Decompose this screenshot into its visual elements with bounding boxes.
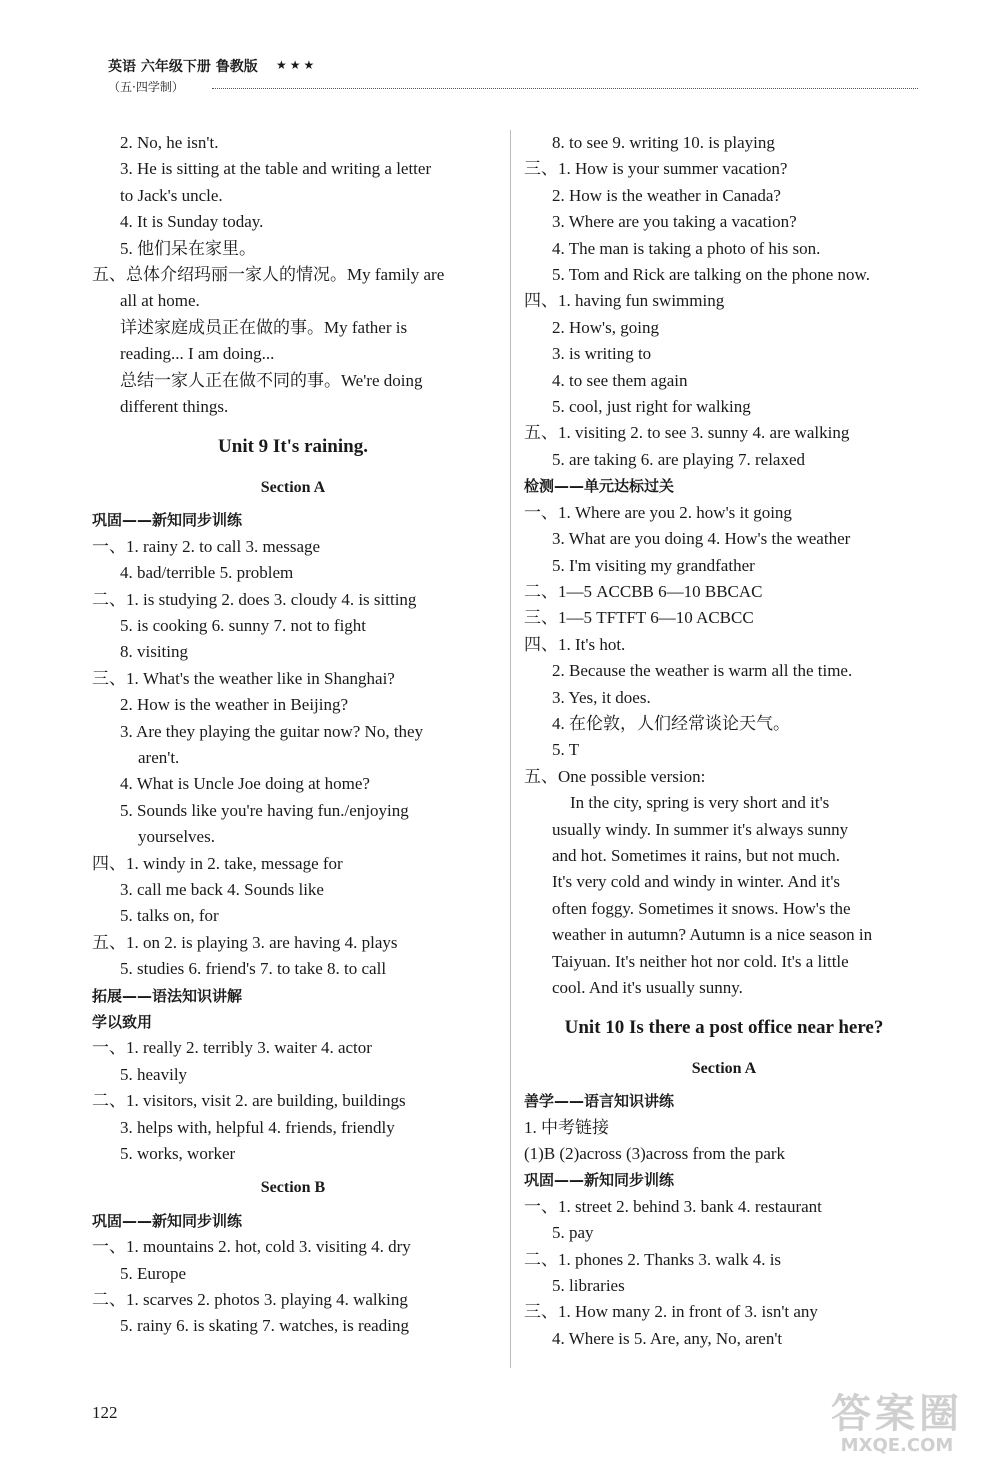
book-title: 英语 六年级下册 鲁教版 xyxy=(108,59,258,75)
right-column xyxy=(524,130,924,1352)
answer-line: 4. to see them again xyxy=(552,370,688,390)
answer-line: 一、1. really 2. terribly 3. waiter 4. actor xyxy=(92,1038,372,1058)
watermark-text: 答案圈 xyxy=(831,1391,963,1437)
answer-line: 一、1. mountains 2. hot, cold 3. visiting 4. dry xyxy=(92,1237,411,1257)
answer-line: cool. And it's usually sunny. xyxy=(552,978,743,997)
answer-line: 5. 他们呆在家里。 xyxy=(120,238,256,258)
answer-line: 3. Where are you taking a vacation? xyxy=(552,212,797,232)
exercise-label: 巩固——新知同步训练 xyxy=(92,511,243,530)
answer-line: 五、1. on 2. is playing 3. are having 4. plays xyxy=(92,932,398,952)
column-divider xyxy=(510,130,511,1368)
header-rule xyxy=(212,88,918,89)
answer-line: weather in autumn? Autumn is a nice season in xyxy=(552,925,873,945)
answer-line: 2. How is the weather in Canada? xyxy=(552,185,781,205)
unit-heading: Unit 10 Is there a post office near here? xyxy=(564,1017,884,1039)
answer-line: 二、1. is studying 2. does 3. cloudy 4. is sitting xyxy=(92,589,417,609)
answer-line: 1. 中考链接 xyxy=(524,1117,609,1137)
answer-line: 5. is cooking 6. sunny 7. not to fight xyxy=(120,615,367,635)
answer-line: 五、1. visiting 2. to see 3. sunny 4. are walking xyxy=(524,423,850,443)
answer-line: (1)B (2)across (3)across from the park xyxy=(524,1144,786,1164)
exercise-label: 巩固——新知同步训练 xyxy=(92,1211,243,1230)
answer-line: 一、1. street 2. behind 3. bank 4. restaurant xyxy=(524,1196,822,1216)
answer-line: 二、1. visitors, visit 2. are building, buildings xyxy=(92,1091,406,1111)
answer-line: 5. Tom and Rick are talking on the phone now. xyxy=(552,265,870,285)
answer-line: 二、1. phones 2. Thanks 3. walk 4. is xyxy=(524,1249,782,1269)
answer-line: and hot. Sometimes it rains, but not much. xyxy=(552,845,841,865)
answer-line: 3. Are they playing the guitar now? No, they xyxy=(120,721,424,741)
answer-line: often foggy. Sometimes it snows. How's the xyxy=(552,898,851,918)
answer-line: 8. to see 9. writing 10. is playing xyxy=(552,133,775,152)
answer-line: 二、1—5 ACCBB 6—10 BBCAC xyxy=(524,581,763,601)
answer-line: 五、One possible version: xyxy=(524,766,706,786)
answer-line: 5. works, worker xyxy=(120,1144,236,1164)
answer-line: 四、1. It's hot. xyxy=(524,634,626,654)
answer-line: 8. visiting xyxy=(120,642,189,662)
answer-line: to Jack's uncle. xyxy=(120,185,223,205)
answer-line: 五、总体介绍玛丽一家人的情况。My family are xyxy=(92,265,445,285)
answer-line: all at home. xyxy=(120,291,200,311)
exercise-label: 学以致用 xyxy=(92,1013,153,1031)
answer-line: 三、1—5 TFTFT 6—10 ACBCC xyxy=(524,608,754,628)
left-column xyxy=(92,130,494,1340)
answer-line: 5. studies 6. friend's 7. to take 8. to call xyxy=(120,959,387,979)
answer-line: 5. cool, just right for walking xyxy=(552,397,751,417)
answer-line: 4. Where is 5. Are, any, No, aren't xyxy=(552,1328,783,1348)
section-heading: Section A xyxy=(691,1059,757,1077)
section-heading: Section A xyxy=(260,478,326,496)
answer-line: 三、1. How many 2. in front of 3. isn't any xyxy=(524,1302,818,1322)
answer-line: 3. What are you doing 4. How's the weather xyxy=(552,529,851,549)
answer-line: In the city, spring is very short and it's xyxy=(570,793,830,813)
answer-line: 5. heavily xyxy=(120,1064,188,1084)
answer-line: 5. I'm visiting my grandfather xyxy=(552,555,755,575)
answer-line: 2. How's, going xyxy=(552,317,659,337)
answer-line: 3. He is sitting at the table and writing a letter xyxy=(120,159,432,179)
answer-line: Taiyuan. It's neither hot nor cold. It's a little xyxy=(552,951,849,971)
answer-line: different things. xyxy=(120,397,229,417)
answer-line: 4. It is Sunday today. xyxy=(120,212,264,232)
answer-line: 5. T xyxy=(552,740,580,760)
answer-line: 5. rainy 6. is skating 7. watches, is reading xyxy=(120,1316,409,1336)
answer-line: 4. What is Uncle Joe doing at home? xyxy=(120,774,370,794)
answer-line: 3. helps with, helpful 4. friends, friendly xyxy=(120,1117,395,1137)
exercise-label: 拓展——语法知识讲解 xyxy=(92,986,243,1005)
answer-line: It's very cold and windy in winter. And it's xyxy=(552,872,841,892)
page-number: 122 xyxy=(92,1403,118,1422)
answer-line: 3. Yes, it does. xyxy=(552,687,651,707)
answer-line: 5. Sounds like you're having fun./enjoying xyxy=(120,800,409,820)
answer-line: aren't. xyxy=(138,747,180,767)
rating-stars: ★ ★ ★ xyxy=(276,58,315,72)
answer-line: 5. are taking 6. are playing 7. relaxed xyxy=(552,449,806,469)
answer-line: 2. No, he isn't. xyxy=(120,133,219,152)
answer-line: 5. Europe xyxy=(120,1263,187,1283)
unit-heading: Unit 9 It's raining. xyxy=(218,436,368,458)
answer-line: 一、1. Where are you 2. how's it going xyxy=(524,502,792,522)
answer-line: 三、1. How is your summer vacation? xyxy=(524,159,788,179)
answer-line: 3. is writing to xyxy=(552,344,652,364)
exercise-label: 巩固——新知同步训练 xyxy=(524,1171,675,1190)
answer-line: 5. talks on, for xyxy=(120,906,219,926)
book-subtitle: （五·四学制） xyxy=(108,80,184,94)
answer-line: 3. call me back 4. Sounds like xyxy=(120,879,324,899)
answer-line: yourselves. xyxy=(138,827,215,847)
answer-line: 2. Because the weather is warm all the time. xyxy=(552,661,853,681)
answer-line: usually windy. In summer it's always sunny xyxy=(552,819,849,839)
answer-line: 二、1. scarves 2. photos 3. playing 4. walking xyxy=(92,1290,408,1310)
answer-line: 5. libraries xyxy=(552,1276,625,1296)
answer-line: 4. 在伦敦，人们经常谈论天气。 xyxy=(552,713,790,733)
answer-line: 三、1. What's the weather like in Shanghai? xyxy=(92,668,395,688)
answer-line: 4. bad/terrible 5. problem xyxy=(120,563,294,583)
exercise-label: 善学——语言知识讲练 xyxy=(524,1092,675,1111)
answer-line: reading... I am doing... xyxy=(120,344,275,364)
watermark-logo xyxy=(822,1392,972,1460)
answer-line: 2. How is the weather in Beijing? xyxy=(120,695,349,715)
answer-line: 4. The man is taking a photo of his son. xyxy=(552,238,821,258)
watermark-url: MXQE.COM xyxy=(840,1435,954,1456)
answer-line: 四、1. having fun swimming xyxy=(524,291,725,311)
answer-line: 5. pay xyxy=(552,1223,594,1243)
section-heading: Section B xyxy=(260,1179,326,1197)
answer-line: 四、1. windy in 2. take, message for xyxy=(92,853,343,873)
answer-line: 详述家庭成员正在做的事。My father is xyxy=(120,317,408,337)
exercise-label: 检测——单元达标过关 xyxy=(524,477,675,496)
answer-line: 总结一家人正在做不同的事。We're doing xyxy=(120,370,423,390)
answer-line: 一、1. rainy 2. to call 3. message xyxy=(92,536,321,556)
